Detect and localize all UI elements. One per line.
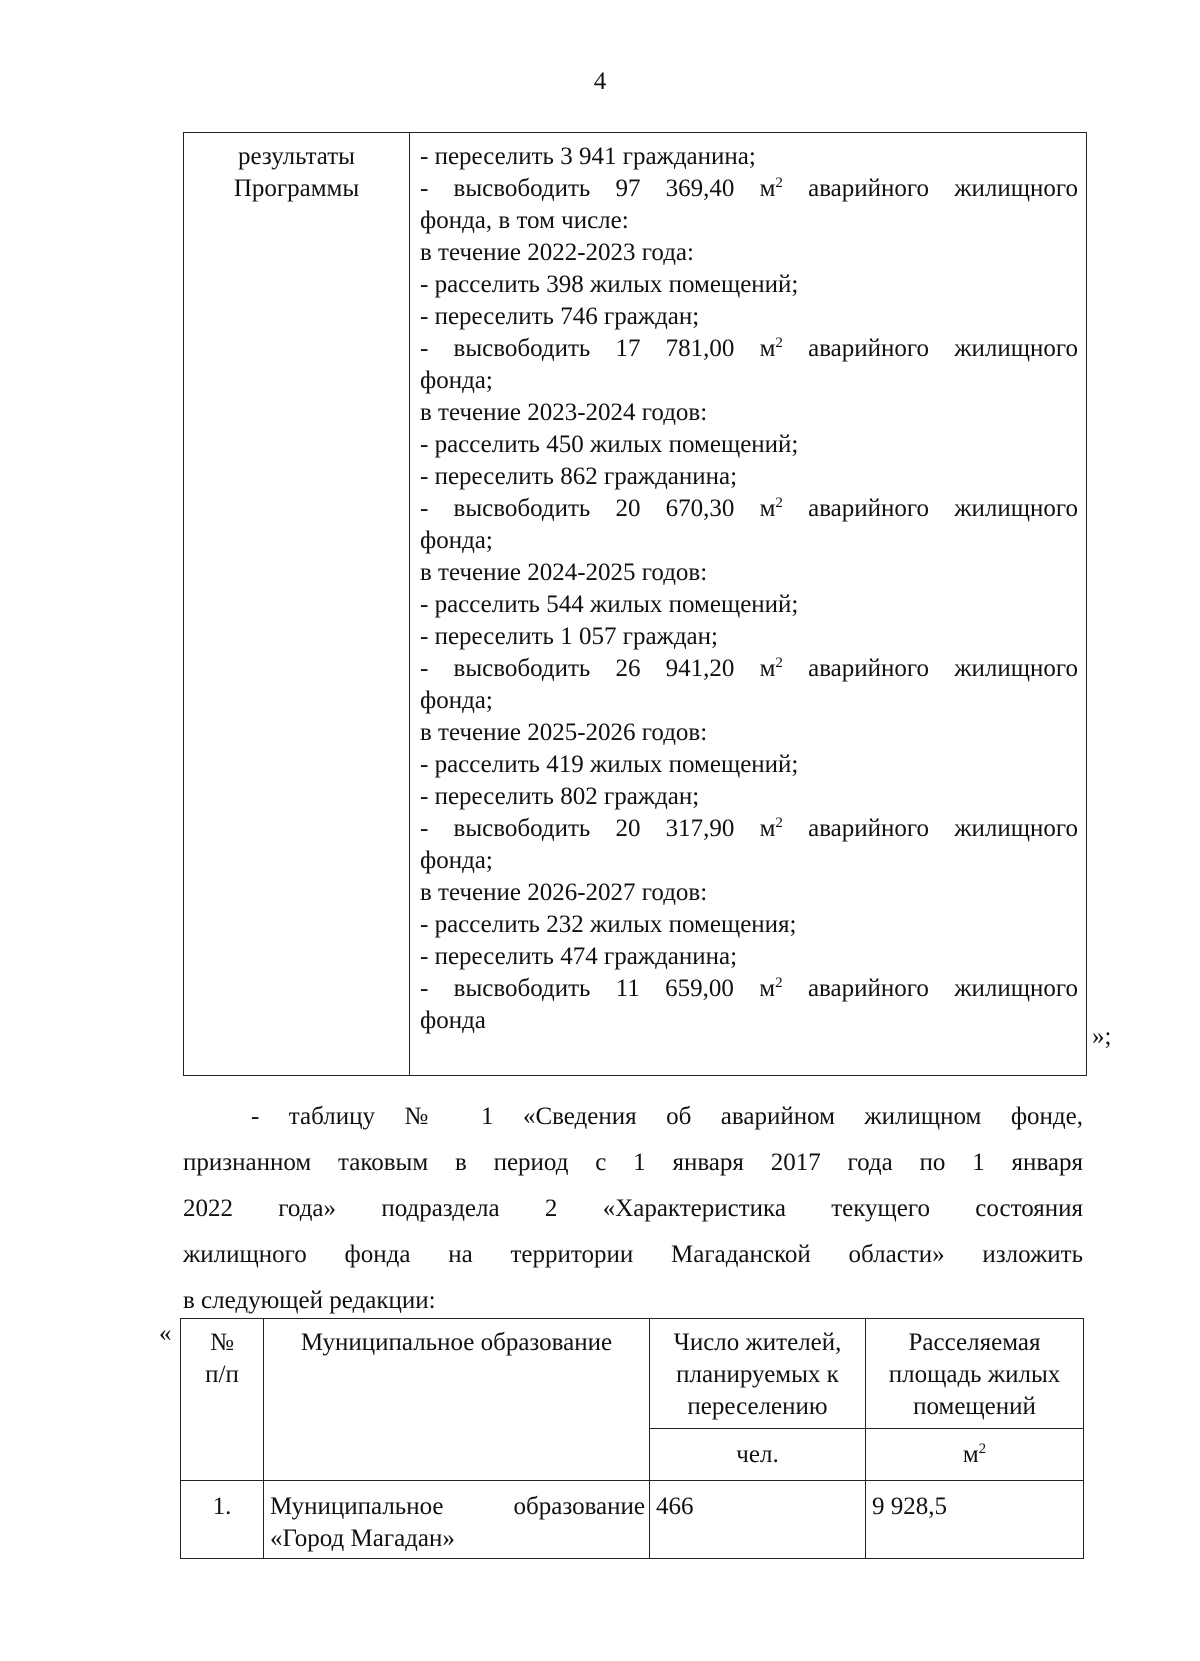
unit-residents: чел. bbox=[650, 1429, 866, 1481]
results-line bbox=[420, 365, 1078, 397]
header-municipality: Муниципальное образование bbox=[264, 1319, 650, 1481]
municipality-line: Муниципальное образование bbox=[270, 1493, 645, 1520]
row-number: 1. bbox=[181, 1481, 264, 1559]
closing-quote: »; bbox=[1092, 1023, 1112, 1050]
results-line-text: - высвободить 20 670,30 м bbox=[420, 495, 776, 522]
results-line bbox=[420, 205, 1078, 237]
results-line-text: - высвободить 11 659,00 м bbox=[420, 975, 776, 1002]
results-line-text: - высвободить 17 781,00 м bbox=[420, 335, 776, 362]
results-line bbox=[420, 781, 1078, 813]
results-line bbox=[420, 173, 1078, 205]
results-line bbox=[420, 717, 1078, 749]
header-line: помещений bbox=[913, 1393, 1036, 1420]
results-line bbox=[420, 685, 1078, 717]
unit-area-sup: 2 bbox=[978, 1440, 987, 1457]
paragraph-line: жилищного фонда на территории Магаданской области» изложить bbox=[183, 1241, 1083, 1268]
results-line-text: фонда; bbox=[420, 527, 493, 554]
results-line bbox=[420, 141, 1078, 173]
results-line-text: - переселить 802 граждан; bbox=[420, 783, 700, 810]
results-line-text: фонда; bbox=[420, 687, 493, 714]
results-line bbox=[420, 813, 1078, 845]
results-line bbox=[420, 301, 1078, 333]
results-line bbox=[420, 557, 1078, 589]
results-label-line: результаты bbox=[238, 143, 355, 170]
results-line-sup: 2 bbox=[775, 175, 783, 191]
results-line-text: - переселить 3 941 гражданина; bbox=[420, 143, 756, 170]
results-line-tail: аварийного жилищного bbox=[782, 335, 1079, 362]
results-line bbox=[420, 429, 1078, 461]
results-line-sup: 2 bbox=[775, 335, 783, 351]
header-residents bbox=[650, 1319, 866, 1429]
paragraph-line: в следующей редакции: bbox=[183, 1287, 436, 1314]
results-line-text: в течение 2025-2026 годов: bbox=[420, 719, 708, 746]
results-line-text: - расселить 544 жилых помещений; bbox=[420, 591, 799, 618]
results-label-line: Программы bbox=[233, 175, 360, 202]
table-header-row bbox=[181, 1319, 1084, 1429]
results-line bbox=[420, 1005, 1078, 1037]
paragraph-line: - таблицу № 1 «Сведения об аварийном жилищном фонде, bbox=[251, 1103, 1083, 1130]
results-line-sup: 2 bbox=[775, 655, 783, 671]
results-line-tail: аварийного жилищного bbox=[782, 495, 1079, 522]
results-line-text: - переселить 862 гражданина; bbox=[420, 463, 738, 490]
results-line-sup: 2 bbox=[775, 815, 783, 831]
header-line: переселению bbox=[687, 1393, 828, 1420]
results-line bbox=[420, 269, 1078, 301]
results-line-text: - расселить 398 жилых помещений; bbox=[420, 271, 799, 298]
results-line bbox=[420, 973, 1078, 1005]
paragraph-line: 2022 года» подраздела 2 «Характеристика текущего состояния bbox=[183, 1195, 1083, 1222]
results-line-sup: 2 bbox=[775, 975, 783, 991]
results-line bbox=[420, 749, 1078, 781]
header-line: Расселяемая bbox=[908, 1329, 1041, 1356]
results-line-tail: аварийного жилищного bbox=[782, 975, 1078, 1002]
results-label-cell bbox=[184, 133, 410, 1076]
row-municipality bbox=[264, 1481, 650, 1559]
program-results-table bbox=[183, 132, 1087, 1076]
results-line bbox=[420, 397, 1078, 429]
results-line-text: фонда; bbox=[420, 847, 493, 874]
unit-area bbox=[866, 1429, 1084, 1481]
table-row bbox=[181, 1481, 1084, 1559]
header-line: площадь жилых bbox=[888, 1361, 1061, 1388]
amendment-paragraph bbox=[183, 1094, 1083, 1324]
results-line-tail: аварийного жилищного bbox=[782, 815, 1079, 842]
results-line bbox=[420, 845, 1078, 877]
paragraph-line: признанном таковым в период с 1 января 2017 года по 1 января bbox=[183, 1149, 1083, 1176]
results-line-text: в течение 2023-2024 годов: bbox=[420, 399, 708, 426]
results-line-tail: аварийного жилищного bbox=[782, 175, 1079, 202]
page-number: 4 bbox=[593, 68, 607, 95]
header-line: № bbox=[210, 1329, 234, 1356]
results-line-sup: 2 bbox=[775, 495, 783, 511]
municipality-line: «Город Магадан» bbox=[270, 1525, 455, 1552]
results-line-text: - переселить 474 гражданина; bbox=[420, 943, 738, 970]
results-line-text: - переселить 1 057 граждан; bbox=[420, 623, 718, 650]
results-line-text: - высвободить 97 369,40 м bbox=[420, 175, 776, 202]
results-description-cell bbox=[410, 133, 1087, 1076]
header-number bbox=[181, 1319, 264, 1481]
results-line bbox=[420, 621, 1078, 653]
results-line-tail: аварийного жилищного bbox=[782, 655, 1079, 682]
results-line-text: - высвободить 26 941,20 м bbox=[420, 655, 776, 682]
results-line-text: - высвободить 20 317,90 м bbox=[420, 815, 776, 842]
results-line-text: - переселить 746 граждан; bbox=[420, 303, 700, 330]
header-line: п/п bbox=[205, 1361, 239, 1388]
results-line-text: фонда; bbox=[420, 367, 493, 394]
row-area: 9 928,5 bbox=[866, 1481, 1084, 1559]
header-line: Число жителей, bbox=[673, 1329, 842, 1356]
results-line bbox=[420, 525, 1078, 557]
header-area bbox=[866, 1319, 1084, 1429]
row-residents: 466 bbox=[650, 1481, 866, 1559]
results-line-text: - расселить 419 жилых помещений; bbox=[420, 751, 799, 778]
unit-area-base: м bbox=[962, 1440, 979, 1468]
results-line bbox=[420, 237, 1078, 269]
results-line bbox=[420, 333, 1078, 365]
emergency-housing-table bbox=[180, 1318, 1084, 1559]
table-row bbox=[184, 133, 1087, 1076]
results-line-text: в течение 2022-2023 года: bbox=[420, 239, 694, 266]
header-line: планируемых к bbox=[676, 1361, 839, 1388]
results-line-text: фонда, в том числе: bbox=[420, 207, 629, 234]
results-line bbox=[420, 589, 1078, 621]
opening-quote: « bbox=[159, 1320, 172, 1347]
results-line bbox=[420, 493, 1078, 525]
results-line-text: в течение 2024-2025 годов: bbox=[420, 559, 708, 586]
results-line-text: - расселить 232 жилых помещения; bbox=[420, 911, 797, 938]
results-line-text: в течение 2026-2027 годов: bbox=[420, 879, 708, 906]
results-line-text: - расселить 450 жилых помещений; bbox=[420, 431, 799, 458]
results-line bbox=[420, 941, 1078, 973]
results-line bbox=[420, 909, 1078, 941]
results-line bbox=[420, 877, 1078, 909]
results-line-text: фонда bbox=[420, 1007, 486, 1034]
results-line bbox=[420, 653, 1078, 685]
results-line bbox=[420, 461, 1078, 493]
